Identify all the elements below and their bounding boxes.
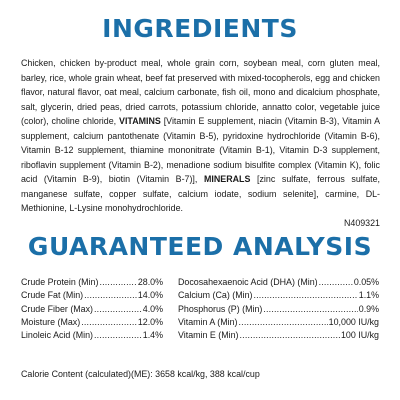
analysis-value: 4.0% [142,303,163,314]
ingredients-text-part-3: [zinc sulfate, ferrous sulfate, manganese sulfate, copper sulfate, calcium iodate, sodium selenite], carmine, DL-Methionine, L-Lysine monohydrochloride. [21,174,381,213]
analysis-value: 28.0% [137,277,163,287]
leader-dots [253,289,357,302]
analysis-label: Phosphorus (P) (Min) [178,303,263,314]
analysis-value: 10,000 IU/kg [328,316,379,327]
leader-dots [94,329,142,342]
leader-dots [263,303,357,316]
leader-dots [84,289,137,302]
analysis-value: 0.05% [353,277,379,287]
analysis-row [178,303,379,316]
analysis-value: 1.1% [358,290,379,301]
analysis-value: 100 IU/kg [341,330,379,341]
leader-dots [81,316,137,329]
ingredients-text-part-1: Chicken, chicken by-product meal, whole grain corn, soybean meal, corn gluten meal, barley, rice, whole grain wheat, beef fat preserved with mixed-tocopherols, egg and chicken flavor, natural flavor, oat meal, calcium carbonate, fish oil, mono and dicalcium phosphate, salt, glycerin, dried peas, dried carrots, potassium chloride, annatto color, vegetable juice (color), choline chloride, [21,58,380,126]
analysis-label: Crude Fiber (Max) [21,303,94,314]
analysis-right-column [178,276,379,342]
analysis-row [21,289,163,302]
analysis-value: 0.9% [358,303,379,314]
analysis-row [178,289,379,302]
ingredients-text [21,56,380,230]
analysis-label: Crude Fat (Min) [21,290,84,301]
vitamins-label: VITAMINS [119,116,161,126]
leader-dots [94,303,142,316]
calorie-content: Calorie Content (calculated)(ME): 3658 kcal/kg, 388 kcal/cup [21,369,260,379]
analysis-value: 14.0% [137,290,163,301]
analysis-label: Vitamin E (Min) [178,330,239,341]
analysis-row [178,329,379,342]
guaranteed-analysis-heading: GUARANTEED ANALYSIS [27,232,373,261]
analysis-row [178,316,379,329]
product-code: N409321 [343,217,380,228]
analysis-label: Vitamin A (Min) [178,316,238,327]
leader-dots [239,316,328,329]
leader-dots [240,329,341,342]
analysis-value: 12.0% [137,316,163,327]
analysis-row [21,316,163,329]
analysis-label: Linoleic Acid (Min) [21,330,94,341]
analysis-row [178,276,379,289]
ingredients-text-part-2: [Vitamin E supplement, niacin (Vitamin B-3), Vitamin A supplement, calcium pantothenate (Vitamin B-5), pyridoxine hydrochloride (Vitamin B-6), Vitamin B-12 supplement, thiamine mononitrate (Vitamin B-1), Vitamin D-3 supplement, riboflavin supplement (Vitamin B-2), menadione sodium bisulfite complex (Vitamin K), folic acid (Vitamin B-9), biotin (Vitamin B-7)], [21,116,380,184]
analysis-row [21,329,163,342]
analysis-label: Moisture (Max) [21,316,81,327]
ingredients-heading: INGREDIENTS [102,14,298,43]
minerals-label: MINERALS [204,174,251,184]
analysis-label: Calcium (Ca) (Min) [178,290,253,301]
analysis-label: Crude Protein (Min) [21,277,99,287]
leader-dots [319,276,353,289]
analysis-row [21,276,163,289]
analysis-row [21,303,163,316]
analysis-label: Docosahexaenoic Acid (DHA) (Min) [178,277,318,287]
analysis-left-column [21,276,163,342]
leader-dots [99,276,136,289]
analysis-value: 1.4% [142,330,163,341]
